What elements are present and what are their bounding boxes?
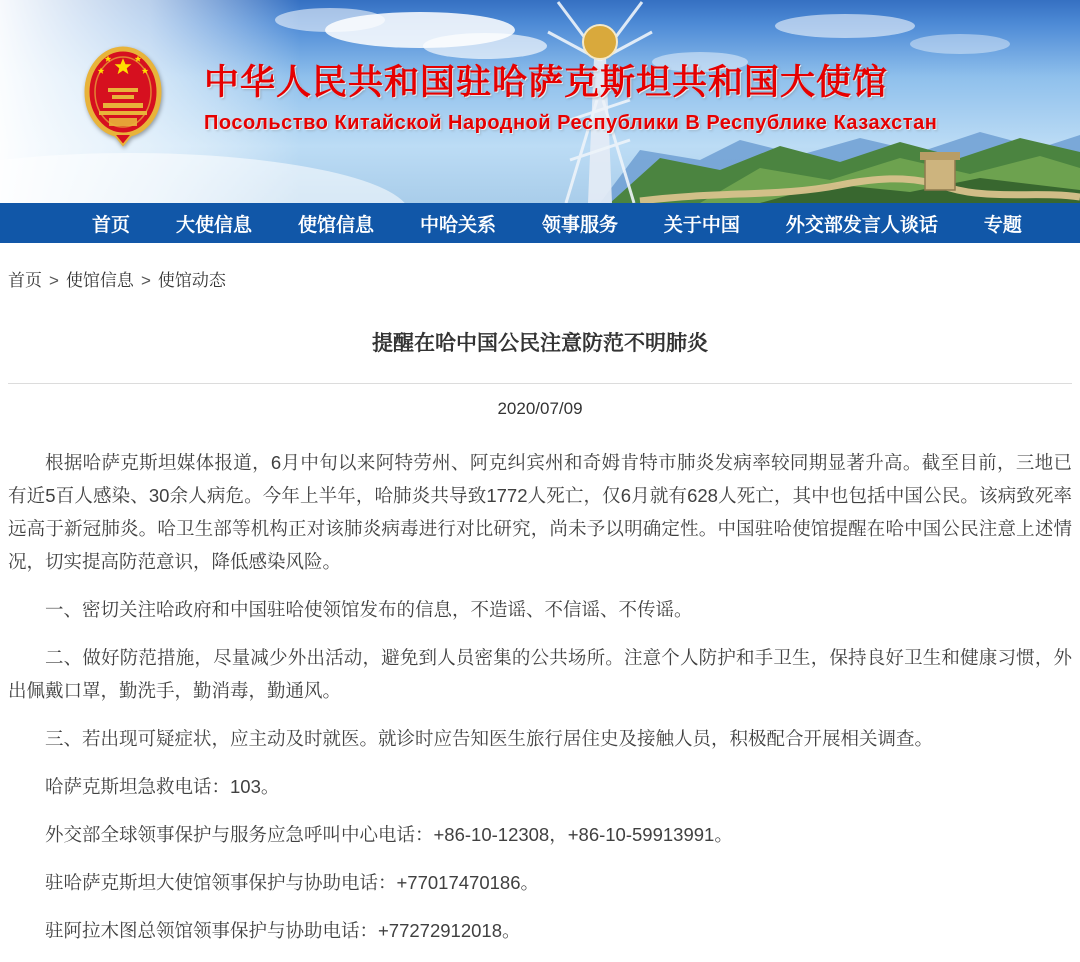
article-paragraph: 根据哈萨克斯坦媒体报道，6月中旬以来阿特劳州、阿克纠宾州和奇姆肯特市肺炎发病率较同期显著升高。截至目前，三地已有近5百人感染、30余人病危。今年上半年，哈肺炎共导致1772人死亡，仅6月就有628人死亡，其中也包括中国公民。该病致死率远高于新冠肺炎。哈卫生部等机构正对该肺炎病毒进行对比研究，尚未予以明确定性。中国驻哈使馆提醒在哈中国公民注意上述情况，切实提高防范意识，降低感染风险。 [8, 452, 1072, 572]
article-date: 2020/07/09 [497, 399, 583, 418]
article-paragraph: 二、做好防范措施，尽量减少外出活动，避免到人员密集的公共场所。注意个人防护和手卫生，保持良好卫生和健康习惯，外出佩戴口罩，勤洗手，勤消毒，勤通风。 [8, 647, 1072, 701]
nav-item-special-topics[interactable]: 专题 [983, 214, 1022, 236]
article-paragraph-consulate-hotline: 驻阿拉木图总领馆领事保护与协助电话：+77272912018。 [45, 920, 521, 941]
breadcrumb-separator: > [140, 271, 151, 290]
nav-item-mofa-spokesperson-remarks[interactable]: 外交部发言人谈话 [785, 214, 938, 236]
embassy-title-chinese: 中华人民共和国驻哈萨克斯坦共和国大使馆 [204, 63, 889, 102]
embassy-title-russian: Посольство Китайской Народной Республики В Республике Казахстан [204, 111, 938, 134]
nav-item-about-china[interactable]: 关于中国 [663, 214, 740, 236]
title-divider [8, 383, 1072, 384]
nav-item-embassy-info[interactable]: 使馆信息 [297, 214, 374, 236]
article-paragraph-mofa-hotline: 外交部全球领事保护与服务应急呼叫中心电话：+86-10-12308，+86-10-59913991。 [45, 824, 733, 845]
nav-item-ambassador-info[interactable]: 大使信息 [175, 214, 252, 236]
article-paragraph-emergency-phone: 哈萨克斯坦急救电话：103。 [45, 776, 280, 797]
breadcrumb [0, 243, 1080, 297]
article [0, 327, 1080, 947]
breadcrumb-embassy-news[interactable]: 使馆动态 [157, 271, 226, 290]
main-nav [0, 203, 1080, 243]
nav-item-home[interactable]: 首页 [92, 214, 131, 236]
header-banner [0, 0, 1080, 203]
breadcrumb-home[interactable]: 首页 [8, 271, 42, 290]
breadcrumb-embassy-info[interactable]: 使馆信息 [65, 271, 134, 290]
watchtower [920, 152, 960, 190]
breadcrumb-separator: > [49, 271, 59, 290]
article-body [8, 446, 1072, 947]
nav-item-consular-services[interactable]: 领事服务 [541, 214, 618, 236]
china-national-emblem-icon [78, 46, 168, 148]
banner-titles [204, 64, 937, 135]
nav-item-china-kazakhstan-relations[interactable]: 中哈关系 [419, 214, 496, 236]
article-paragraph: 三、若出现可疑症状，应主动及时就医。就诊时应告知医生旅行居住史及接触人员，积极配合开展相关调查。 [45, 728, 934, 749]
article-paragraph: 一、密切关注哈政府和中国驻哈使领馆发布的信息，不造谣、不信谣、不传谣。 [45, 599, 693, 620]
article-title: 提醒在哈中国公民注意防范不明肺炎 [372, 332, 708, 355]
article-paragraph-embassy-hotline: 驻哈萨克斯坦大使馆领事保护与协助电话：+77017470186。 [45, 872, 539, 893]
